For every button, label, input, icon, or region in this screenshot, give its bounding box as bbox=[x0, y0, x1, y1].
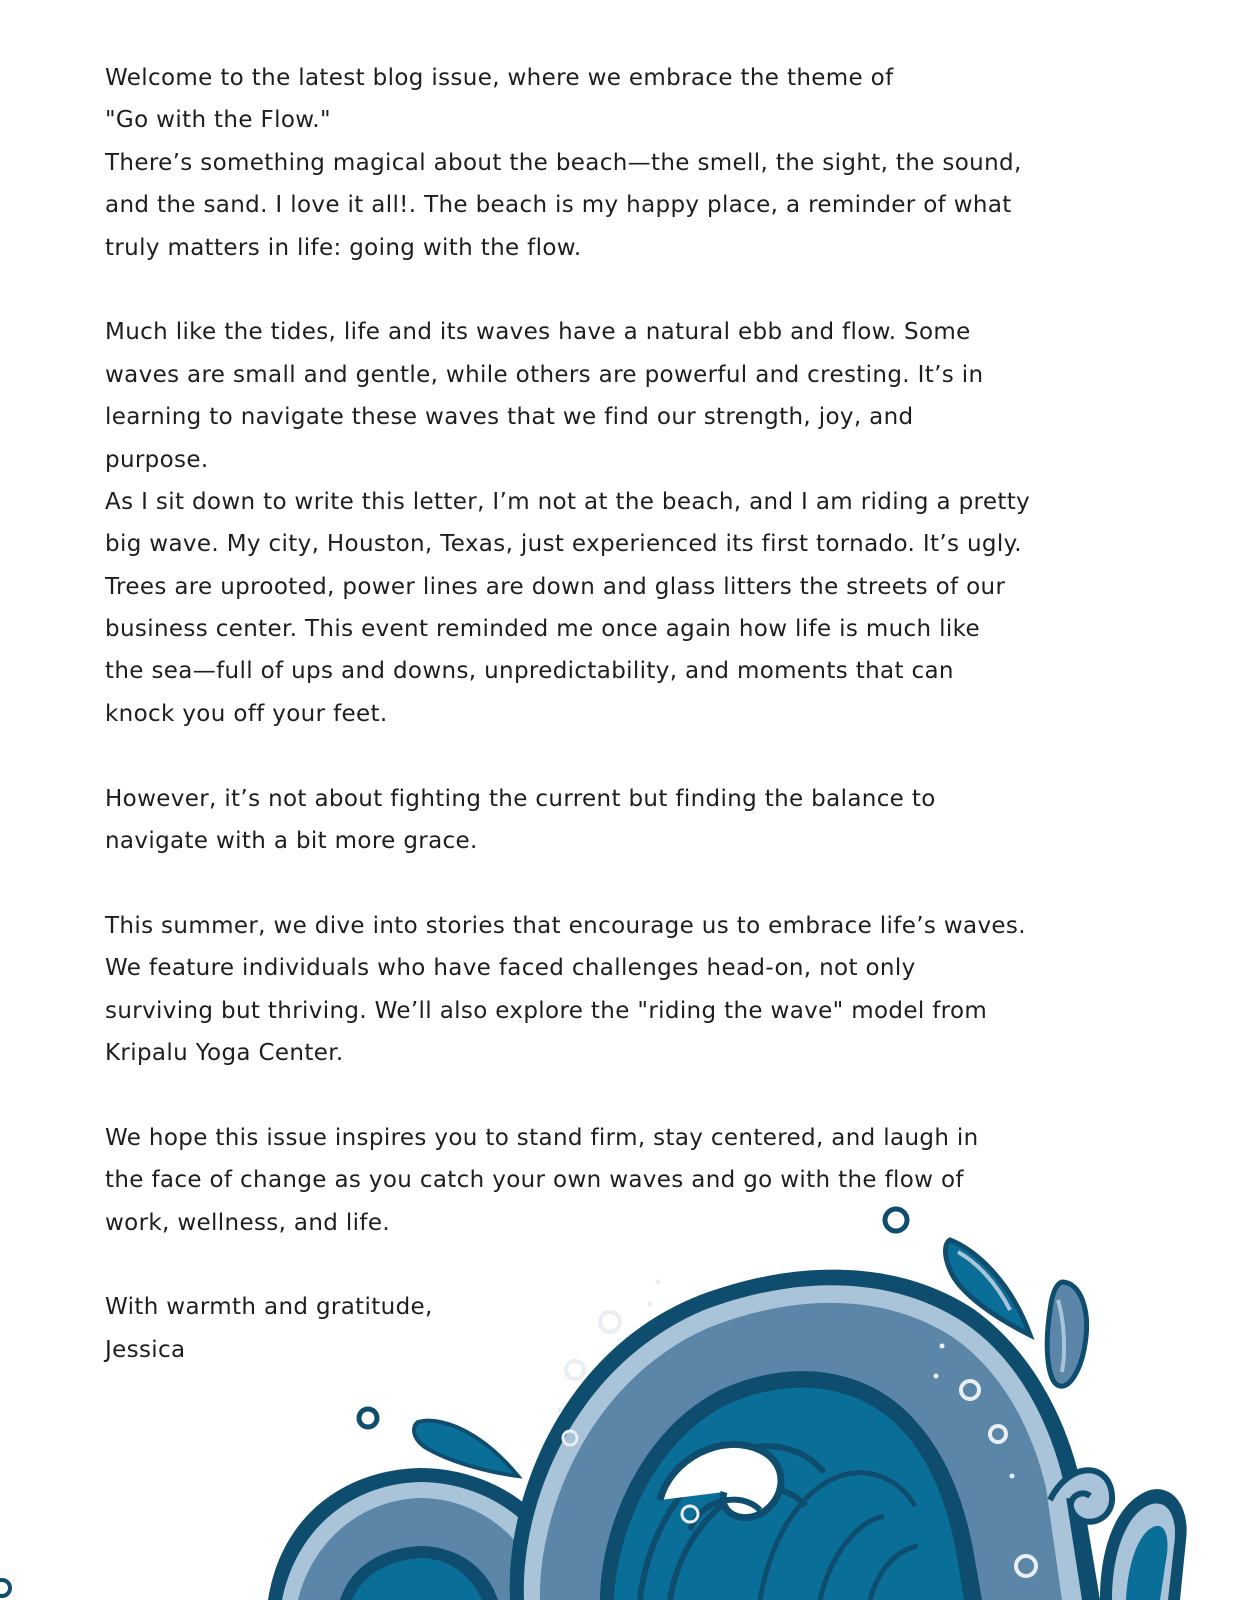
letter-line: Trees are uprooted, power lines are down and glass litters the streets of our bbox=[105, 573, 1006, 600]
paragraph-gap bbox=[105, 1074, 1115, 1116]
letter-line: truly matters in life: going with the flow. bbox=[105, 234, 582, 261]
letter-line: surviving but thriving. We’ll also explore the "riding the wave" model from bbox=[105, 997, 988, 1024]
letter-line: As I sit down to write this letter, I’m not at the beach, and I am riding a pretty bbox=[105, 488, 1031, 515]
letter-line: Much like the tides, life and its waves have a natural ebb and flow. Some bbox=[105, 319, 971, 346]
letter-line: We feature individuals who have faced challenges head-on, not only bbox=[105, 955, 916, 982]
wave-illustration bbox=[0, 1200, 1236, 1600]
letter-line: Welcome to the latest blog issue, where we embrace the theme of bbox=[105, 65, 894, 91]
letter-body bbox=[105, 57, 1115, 1371]
letter-line: We hope this issue inspires you to stand firm, stay centered, and laugh in bbox=[105, 1124, 979, 1151]
letter-line: There’s something magical about the beach—the smell, the sight, the sound, bbox=[105, 149, 1022, 176]
letter-line: navigate with a bit more grace. bbox=[105, 828, 478, 855]
letter-line: learning to navigate these waves that we find our strength, joy, and bbox=[105, 404, 914, 431]
letter-line: purpose. bbox=[105, 446, 209, 473]
paragraph-gap bbox=[105, 735, 1115, 777]
letter-line: However, it’s not about fighting the current but finding the balance to bbox=[105, 785, 936, 812]
letter-line: waves are small and gentle, while others are powerful and cresting. It’s in bbox=[105, 361, 984, 388]
letter-line: business center. This event reminded me once again how life is much like bbox=[105, 616, 980, 643]
letter-line: knock you off your feet. bbox=[105, 700, 388, 727]
letter-line: and the sand. I love it all!. The beach is my happy place, a reminder of what bbox=[105, 192, 1012, 219]
letter-line: This summer, we dive into stories that encourage us to embrace life’s waves. bbox=[105, 912, 1026, 939]
letter-line: the sea—full of ups and downs, unpredictability, and moments that can bbox=[105, 658, 954, 685]
letter-line: big wave. My city, Houston, Texas, just experienced its first tornado. It’s ugly. bbox=[105, 531, 1022, 558]
signature: Jessica bbox=[105, 1336, 186, 1363]
letter-line: Kripalu Yoga Center. bbox=[105, 1039, 344, 1066]
letter-line: work, wellness, and life. bbox=[105, 1209, 391, 1236]
letter-line: the face of change as you catch your own waves and go with the flow of bbox=[105, 1167, 964, 1194]
closing-line: With warmth and gratitude, bbox=[105, 1294, 433, 1321]
letter-line: "Go with the Flow." bbox=[105, 107, 331, 134]
paragraph-gap bbox=[105, 862, 1115, 904]
paragraph-gap bbox=[105, 269, 1115, 311]
